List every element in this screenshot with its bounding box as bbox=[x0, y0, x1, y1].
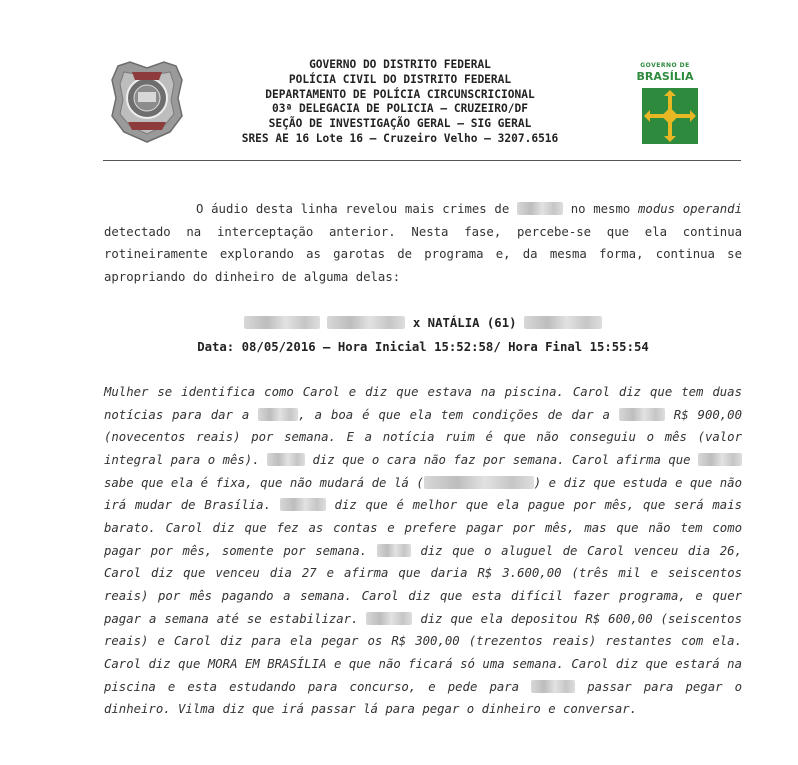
redaction bbox=[377, 544, 411, 557]
redaction bbox=[366, 612, 412, 625]
intro-text-1: O áudio desta linha revelou mais crimes de bbox=[196, 202, 517, 216]
header-line-department: DEPARTAMENTO DE POLÍCIA CIRCUNSCRICIONAL bbox=[265, 87, 535, 101]
intro-text-3: detectado na interceptação anterior. Nesta fase, percebe-se que ela continua rotineiramente explorando as garotas de programa e, da mesma forma, continua se apropriando do dinheiro de alguma delas: bbox=[104, 224, 742, 284]
header-line-section: SEÇÃO DE INVESTIGAÇÃO GERAL – SIG GERAL bbox=[268, 117, 532, 131]
police-badge-icon bbox=[108, 58, 186, 144]
redaction bbox=[267, 453, 305, 466]
summary-text: Mulher se identifica como Carol e diz que estava na piscina. Carol diz que tem duas notícias para dar a bbox=[104, 385, 742, 422]
federal-district-flag-icon bbox=[642, 88, 698, 144]
redaction bbox=[517, 202, 563, 215]
intro-paragraph bbox=[104, 198, 742, 288]
call-parties bbox=[104, 312, 742, 334]
call-date-time: Data: 08/05/2016 – Hora Inicial 15:52:58/ Hora Final 15:55:54 bbox=[197, 340, 649, 354]
redaction bbox=[244, 316, 320, 329]
redaction bbox=[280, 498, 326, 511]
letterhead-text bbox=[200, 58, 600, 147]
redaction bbox=[619, 408, 665, 421]
summary-text: diz que ela depositou R$ 600,00 (seiscentos reais) e Carol diz para ela pegar os R$ 300,00 (trezentos reais) restantes com ela. Carol diz que MORA EM BRASÍLIA e que não ficará só uma semana. Carol diz que estará na piscina e esta estudando para concurso, e pede para bbox=[104, 611, 742, 694]
summary-text: passar para pegar o dinheiro. Vilma diz que irá passar lá para pegar o dinheiro e conversar. bbox=[104, 679, 742, 717]
brasilia-logo bbox=[630, 62, 700, 144]
summary-text: diz que o aluguel de Carol venceu dia 26, Carol diz que venceu dia 27 e afirma que daria R$ 3.600,00 (três mil e seiscentos reais) por mês pagando a semana. Carol diz que esta difícil fazer programa, e quer pagar a semana até se estabilizar. bbox=[104, 543, 742, 626]
letterhead bbox=[100, 58, 740, 158]
summary-text: , a boa é que ela tem condições de dar a bbox=[298, 407, 619, 422]
redaction bbox=[258, 408, 298, 421]
header-line-address: SRES AE 16 Lote 16 – Cruzeiro Velho – 3207.6516 bbox=[241, 131, 559, 145]
brand-small-text: GOVERNO DE bbox=[640, 62, 690, 69]
intro-text-italic: modus operandi bbox=[638, 202, 742, 216]
call-summary bbox=[104, 381, 742, 721]
header-line-police: POLÍCIA CIVIL DO DISTRITO FEDERAL bbox=[288, 72, 512, 86]
header-line-government: GOVERNO DO DISTRITO FEDERAL bbox=[309, 58, 491, 71]
call-parties-text: x NATÁLIA (61) bbox=[412, 316, 517, 330]
summary-text: ) e diz que estuda e que não irá mudar de Brasília. bbox=[104, 475, 742, 513]
header-divider bbox=[103, 160, 741, 161]
redaction bbox=[524, 316, 602, 329]
redaction bbox=[424, 476, 534, 489]
summary-text: sabe que ela é fixa, que não mudará de lá ( bbox=[104, 475, 424, 490]
summary-text: diz que o cara não faz por semana. Carol afirma que bbox=[305, 452, 698, 467]
header-line-precinct: 03ª DELEGACIA DE POLICIA – CRUZEIRO/DF bbox=[272, 102, 528, 116]
summary-text: diz que é melhor que ela pague por mês, que será mais barato. Carol diz que fez as contas e prefere pagar por mês, mas que não tem como pagar por mês, somente por semana. bbox=[104, 498, 742, 558]
redaction bbox=[698, 453, 742, 466]
redaction bbox=[531, 680, 575, 693]
brand-big-text: BRASÍLIA bbox=[636, 70, 694, 83]
redaction bbox=[327, 316, 405, 329]
intro-text-2: no mesmo bbox=[562, 202, 639, 216]
summary-text: R$ 900,00 (novecentos reais) por semana. E a notícia ruim é que não conseguiu o mês (valor integral para o mês). bbox=[104, 407, 742, 467]
